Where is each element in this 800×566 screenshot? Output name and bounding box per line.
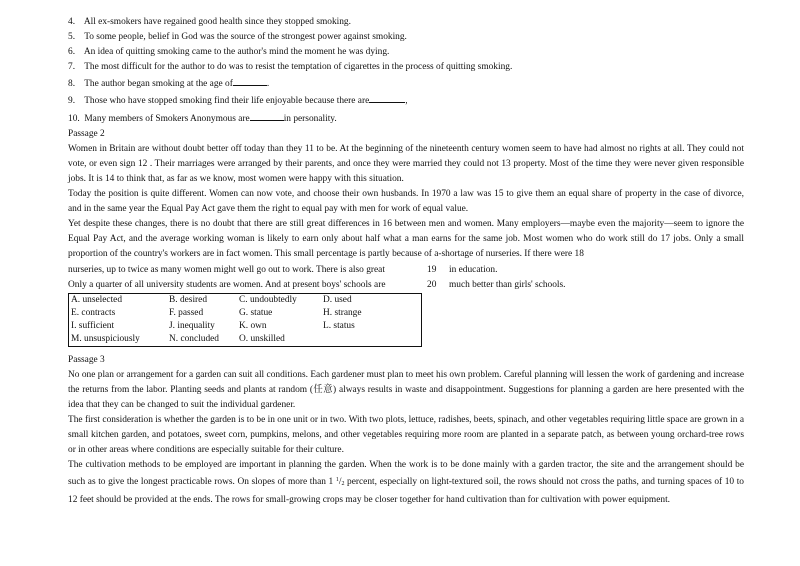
blank-number: 20 bbox=[427, 279, 437, 290]
question-10 bbox=[68, 110, 744, 127]
passage-2-paragraph-2: Today the position is quite different. Women can now vote, and choose their own husbands. In 1970 a law was 15 to give them an equal share of property in the case of divorce, and in the same year the Equal Pay Act gave them the right to equal pay with men for work of equal value. bbox=[68, 189, 744, 215]
word-option: F. passed bbox=[169, 307, 204, 318]
question-text: An idea of quitting smoking came to the author's mind the moment he was dying. bbox=[83, 47, 390, 58]
question-5 bbox=[68, 30, 744, 45]
word-option: A. unselected bbox=[71, 294, 123, 305]
paragraph-text: The cultivation methods to be employed are important in planning the garden. When the work is to be done mainly with a garden tractor, the site and the arrangement should be such as to give the longest practicable rows. On slopes of more than 1 bbox=[68, 460, 744, 488]
question-4 bbox=[68, 15, 744, 30]
question-number: 4. bbox=[68, 17, 76, 27]
word-bank-row bbox=[69, 307, 422, 320]
word-option: O. unskilled bbox=[239, 333, 285, 344]
question-number: 10. bbox=[68, 113, 80, 124]
word-option: B. desired bbox=[169, 294, 208, 305]
paragraph-text: percent, especially on light-textured soil, the rows should not cross the paths, and turning spaces of 10 to 12 feet should be provided at the ends. The rows for small-growing crops may be closer together for hand cultivation than for cultivation with power equipment. bbox=[68, 477, 744, 505]
line-text: nurseries, up to twice as many women might well go out to work. There is also great bbox=[68, 264, 385, 275]
question-6 bbox=[68, 45, 744, 60]
answer-blank[interactable] bbox=[233, 75, 267, 86]
question-9 bbox=[68, 92, 744, 109]
question-text: The most difficult for the author to do was to resist the temptation of cigarettes in the process of quitting smoking. bbox=[84, 62, 513, 73]
word-bank-row bbox=[69, 320, 422, 333]
line-text: Only a quarter of all university students are women. And at present boys' schools are bbox=[68, 279, 386, 290]
passage-2-line-20 bbox=[68, 278, 744, 293]
passage-2-paragraph-3: Yet despite these changes, there is no doubt that there are still great differences in 16 between men and women. Many employers—maybe even the majority—seem to ignore the Equal Pay Act, and the average working woman is likely to earn only about half what a man earns for the same job. Most women who do work still do 17 jobs. Only a small proportion of the country's workers are in fact women. This small percentage is partly because of a-shortage of nurseries. If there were 18 bbox=[68, 219, 744, 260]
passage-3-paragraph-3 bbox=[68, 458, 744, 507]
word-bank-row bbox=[69, 333, 422, 347]
word-option: K. own bbox=[239, 320, 267, 331]
word-option: M. unsuspiciously bbox=[71, 333, 140, 344]
question-7 bbox=[68, 60, 744, 75]
question-text: Many members of Smokers Anonymous are bbox=[84, 113, 250, 124]
question-number: 6. bbox=[68, 47, 76, 58]
word-bank-row bbox=[69, 293, 422, 307]
line-text: much better than girls' schools. bbox=[449, 279, 566, 290]
word-option: C. undoubtedly bbox=[239, 294, 297, 305]
question-number: 8. bbox=[68, 79, 76, 90]
question-number: 5. bbox=[68, 32, 76, 43]
word-option bbox=[321, 333, 422, 347]
passage-3-paragraph-2: The first consideration is whether the garden is to be in one unit or in two. With two plots, lettuce, radishes, beets, spinach, and other vegetables requiring little space are grown in a small kitchen garden, and potatoes, sweet corn, pumpkins, melons, and other vegetables requiring more room are planted in a separate patch, as between young orchard-tree rows or in other areas where conditions are especially suitable for their culture. bbox=[68, 415, 744, 456]
word-option: J. inequality bbox=[169, 320, 215, 331]
fraction-numerator: 1 bbox=[335, 477, 339, 484]
blank-19 bbox=[427, 263, 497, 278]
word-bank-table bbox=[68, 293, 422, 347]
word-option: E. contracts bbox=[71, 307, 116, 318]
question-suffix: . bbox=[266, 79, 270, 90]
answer-blank[interactable] bbox=[250, 110, 284, 121]
document-page bbox=[68, 15, 744, 508]
question-number: 9. bbox=[68, 96, 76, 107]
question-8 bbox=[68, 75, 744, 92]
question-suffix: in personality. bbox=[283, 113, 337, 124]
question-suffix: , bbox=[405, 96, 408, 107]
word-option: H. strange bbox=[323, 307, 362, 318]
word-option: N. concluded bbox=[169, 333, 219, 344]
line-text: in education. bbox=[449, 264, 498, 275]
word-option: D. used bbox=[323, 294, 352, 305]
blank-20 bbox=[427, 278, 566, 293]
question-text: The author began smoking at the age of bbox=[84, 79, 233, 90]
blank-number: 19 bbox=[427, 264, 437, 275]
passage-2-line-19 bbox=[68, 263, 744, 278]
fraction-denominator: 2 bbox=[341, 481, 345, 488]
fraction-slash: / bbox=[338, 477, 342, 488]
answer-blank[interactable] bbox=[369, 92, 405, 103]
question-text: Those who have stopped smoking find their life enjoyable because there are bbox=[84, 96, 370, 107]
question-text: All ex-smokers have regained good health since they stopped smoking. bbox=[83, 17, 351, 27]
word-option: I. sufficient bbox=[71, 320, 115, 331]
passage-3-title: Passage 3 bbox=[68, 354, 105, 365]
question-number: 7. bbox=[68, 62, 76, 73]
passage-3-paragraph-1: No one plan or arrangement for a garden can suit all conditions. Each gardener must plan to meet his own problem. Careful planning will lessen the work of gardening and increase the returns from the labor. Planting seeds and plants at random (任意) always results in waste and disappointment. Suggestions for planning a garden are here presented with the idea that they can be changed to suit the individual gardener. bbox=[68, 369, 744, 410]
passage-2-paragraph-1: Women in Britain are without doubt better off today than they 11 to be. At the beginning of the nineteenth century women seem to have had almost no rights at all. They could not vote, or even sign 12 . Their marriages were arranged by their parents, and once they were married they could not 13 property. Most of the time they were never given responsible jobs. It is 14 to think that, as far as we know, most women were happy with this situation. bbox=[68, 143, 744, 184]
question-text: To some people, belief in God was the source of the strongest power against smoking. bbox=[84, 32, 407, 43]
passage-2-title: Passage 2 bbox=[68, 128, 105, 139]
word-option: G. statue bbox=[239, 307, 273, 318]
word-option: L. status bbox=[323, 320, 355, 331]
